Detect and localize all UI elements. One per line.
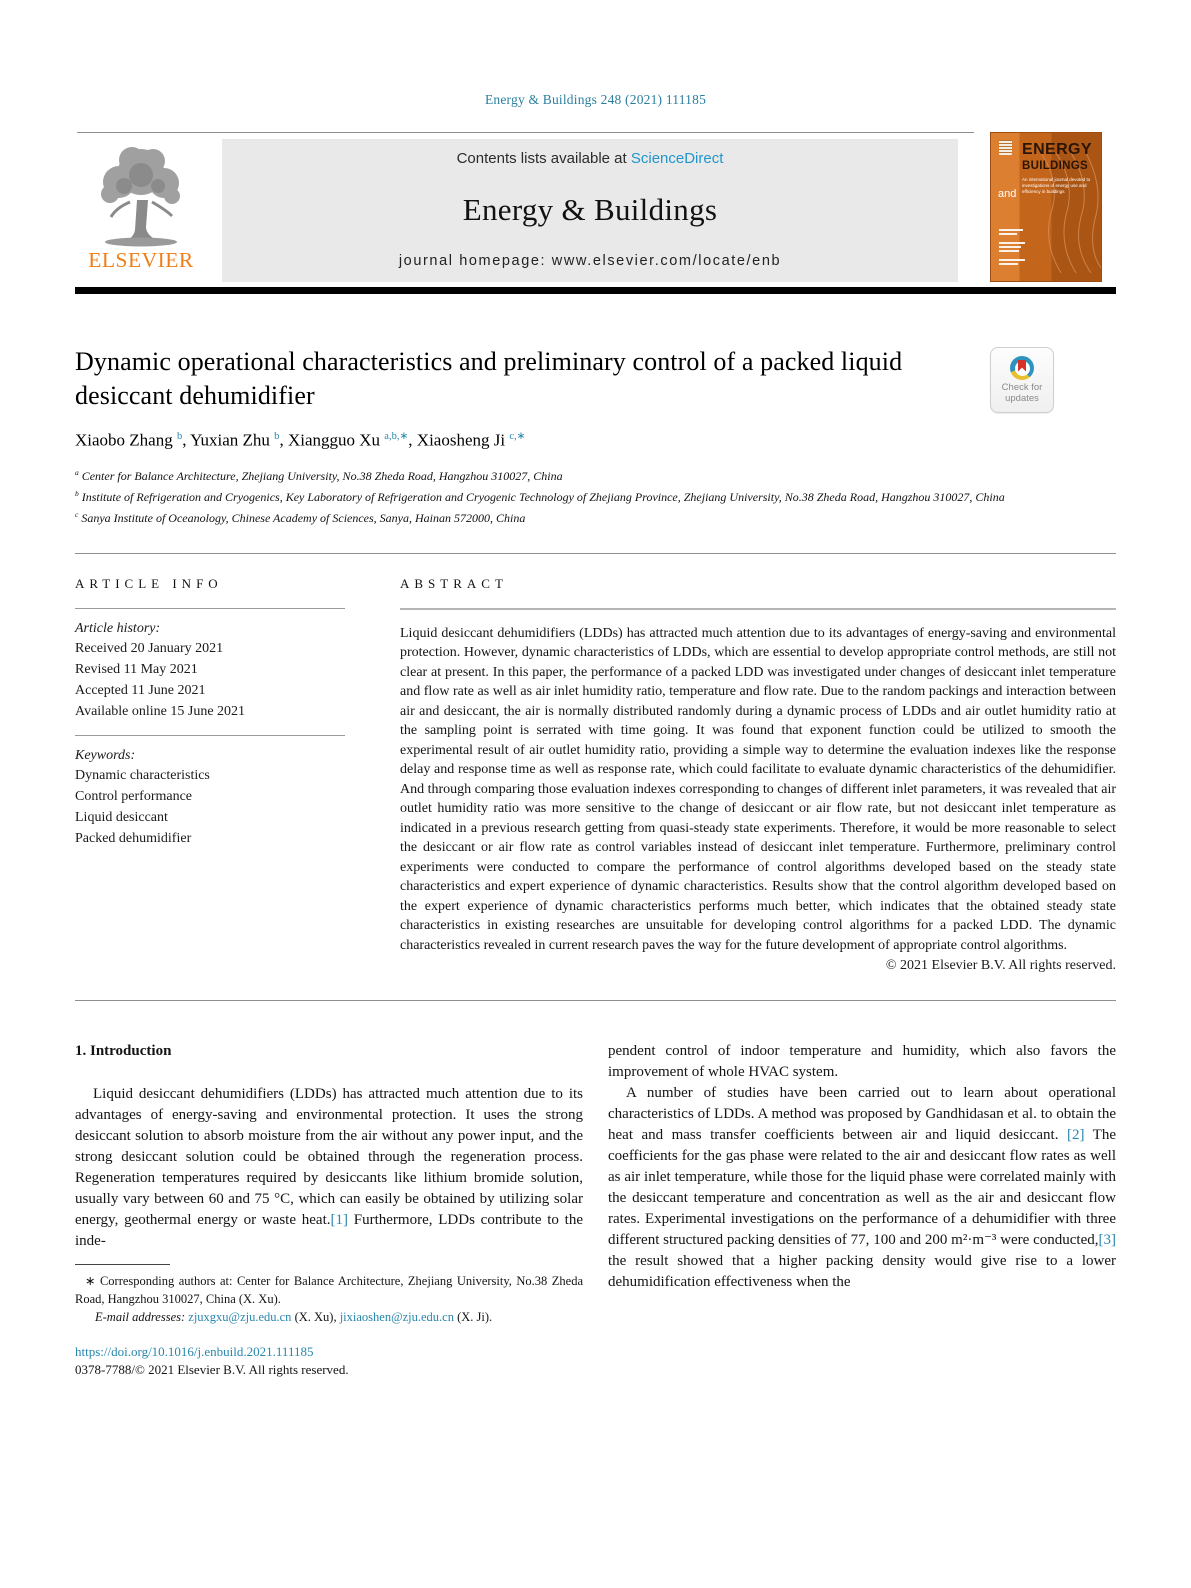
- footnote-block: [75, 1264, 583, 1327]
- affiliation-c: $^c$ Sanya Institute of Oceanology, Chinese Academy of Sciences, Sanya, Hainan 572000, China: [75, 509, 526, 525]
- abstract-column: [400, 576, 1116, 975]
- journal-title: Energy & Buildings: [462, 192, 718, 227]
- crossmark-bookmark-icon: [1018, 360, 1026, 372]
- cover-buildings-label: BUILDINGS: [1022, 160, 1088, 172]
- intro-paragraph-3: A number of studies have been carried out to learn about operational characteristics of LDDs. A method was proposed by Gandhidasan et al. to obtain the heat and mass transfer coefficients between air and liquid desiccant. [2] The coefficients for the gas phase were related to the air and desiccant flow rates as well as air inlet temperature, while those for the liquid phase were correlated mainly with the desiccant temperature and concentration as well as the air and desiccant flow rates. Experimental investigations on the performance of a dehumidifier with three different structured packing densities of 77, 100 and 200 m²·m⁻³ were conducted,[3] the result showed that a higher packing density would give rise to a lower dehumidification effectiveness when the: [608, 1085, 1116, 1291]
- affiliation-a: $^a$ Center for Balance Architecture, Zhejiang University, No.38 Zheda Road, Hangzhou 310027, China: [75, 467, 563, 483]
- elsevier-logo[interactable]: [75, 142, 207, 282]
- cover-editor-text-placeholder: [999, 229, 1029, 267]
- intro-paragraph-2: pendent control of indoor temperature and humidity, which also favors the improvement of whole HVAC system.: [608, 1043, 1116, 1081]
- body-left-column: [75, 1041, 583, 1379]
- keywords-label: Keywords:: [75, 747, 136, 763]
- introduction-heading: 1. Introduction: [75, 1043, 172, 1060]
- article-info-heading: ARTICLE INFO: [75, 575, 223, 591]
- body-right-column: [608, 1041, 1116, 1379]
- keyword-item: Packed dehumidifier: [75, 830, 192, 846]
- cover-publisher-chip-icon: [999, 140, 1012, 155]
- abstract-text: Liquid desiccant dehumidifiers (LDDs) has attracted much attention due to its advantages of energy-saving and environmental protection. However, dynamic characteristics of LDDs, which are essential to develop appropriate control methods, are still not clear at present. In this paper, the performance of a packed LDD was investigated under changes of desiccant inlet temperature and flow rate as well as air inlet humidity ratio, temperature and flow rate. Due to the random packings and interaction between air and desiccant, the air is normally distributed randomly during a dynamic process of LDDs and air outlet humidity ratio at the sampling point is serrated with time going. It was found that exponent function could be utilized to smooth the experimental result of air outlet humidity ratio, providing a simple way to determine the evaluation indexes like the response delay and response time as well as response rate, which could facilitate to evaluate dynamic characteristics of the dehumidifier. And through comparing those evaluation indexes corresponding to changes of different inlet parameters, it was revealed that air outlet humidity ratio was more sensitive to the change of desiccant or air flow rate, but not desiccant inlet temperature as indicated in a previous research getting from quasi-steady state experiments. Therefore, it would be more reasonable to select the desiccant or air flow rate as control variables instead of desiccant inlet temperature. Furthermore, preliminary control experiments were conducted to compare the performance of control algorithms developed based on the steady state characteristics and expert experience of dynamic characteristics. Results show that the control algorithm developed based on the expert experience of dynamic characteristics performs much better, which indicates that the obtained steady state characteristics in existing researches are unsuitable for developing control algorithms for a packed LDD. The dynamic characteristics revealed in current research paves the way for the future development of appropriate control algorithms.: [400, 625, 1116, 953]
- abstract-copyright: © 2021 Elsevier B.V. All rights reserved.: [885, 958, 1116, 974]
- journal-header-box: [222, 139, 958, 282]
- affiliations: [75, 464, 1116, 527]
- abstract-heading: ABSTRACT: [400, 575, 508, 591]
- contents-prefix: Contents lists available at: [456, 150, 631, 167]
- masthead: [75, 132, 1116, 282]
- contents-line: [457, 150, 724, 167]
- affiliation-b: $^b$ Institute of Refrigeration and Cryogenics, Key Laboratory of Refrigeration and Cryogenic Technology of Zhejiang Province, Zhejiang University, No.38 Zheda Road, Hangzhou 310027, China: [75, 488, 1005, 504]
- masthead-top-rule: [77, 132, 974, 133]
- cover-energy-label: ENERGY: [1022, 141, 1092, 158]
- keywords-list: [75, 765, 345, 849]
- footer-block: [75, 1343, 583, 1379]
- elsevier-wordmark: ELSEVIER: [88, 248, 194, 272]
- article-info-column: [75, 576, 345, 975]
- journal-cover-thumbnail[interactable]: [990, 132, 1102, 282]
- article-history-list: [75, 638, 345, 722]
- journal-homepage-link[interactable]: journal homepage: www.elsevier.com/locate/enb: [398, 253, 782, 269]
- corresponding-author-note: ∗ Corresponding authors at: Center for Balance Architecture, Zhejiang University, No.38 Zheda Road, Hangzhou 310027, China (X. Xu).: [75, 1274, 583, 1306]
- keyword-item: Dynamic characteristics: [75, 767, 210, 783]
- keyword-item: Liquid desiccant: [75, 809, 168, 825]
- history-item: Accepted 11 June 2021: [75, 682, 206, 698]
- history-item: Revised 11 May 2021: [75, 661, 198, 677]
- history-item: Received 20 January 2021: [75, 640, 224, 656]
- author-list: Xiaobo Zhang $^b$, Yuxian Zhu $^b$, Xiangguo Xu $^{a,b,∗}$, Xiaosheng Ji $^{c,∗}$: [75, 430, 526, 450]
- footnote-rule: [75, 1264, 170, 1265]
- keyword-item: Control performance: [75, 788, 193, 804]
- article-title: Dynamic operational characteristics and preliminary control of a packed liquid desiccant dehumidifier: [75, 347, 903, 410]
- doi-link[interactable]: https://doi.org/10.1016/j.enbuild.2021.111185: [75, 1343, 314, 1359]
- journal-citation: Energy & Buildings 248 (2021) 111185: [484, 92, 707, 107]
- sciencedirect-link[interactable]: ScienceDirect: [630, 150, 724, 167]
- elsevier-tree-icon: [75, 142, 207, 250]
- abstract-rule: [400, 608, 1116, 610]
- check-updates-label: Check for updates: [1001, 382, 1043, 404]
- crossmark-ring-icon: [1010, 356, 1034, 380]
- article-info-rule: [75, 608, 345, 609]
- email-addresses-note: E-mail addresses: zjuxgxu@zju.edu.cn (X. Xu), jixiaoshen@zju.edu.cn (X. Ji).: [95, 1310, 493, 1325]
- article-history-label: Article history:: [75, 620, 161, 636]
- check-for-updates-badge[interactable]: [990, 347, 1054, 413]
- intro-paragraph-1: Liquid desiccant dehumidifiers (LDDs) has attracted much attention due to its advantages of energy-saving and environmental protection. It uses the strong desiccant solution to absorb moisture from the air without any power input, and the strong desiccant solution could be obtained through the regeneration process. Regeneration temperatures required by desiccants like lithium bromide solution, usually vary between 60 and 75 °C, which can easily be obtained by utilizing solar energy, geothermal energy or waste heat.[1] Furthermore, LDDs contribute to the inde-: [75, 1086, 583, 1250]
- history-item: Available online 15 June 2021: [75, 703, 246, 719]
- cover-and-label: and: [998, 188, 1017, 200]
- header-divider-bar: [75, 287, 1116, 294]
- cover-subtitle: An international journal devoted to investigations of energy use and efficiency in buildings: [1022, 177, 1091, 195]
- issn-copyright-line: 0378-7788/© 2021 Elsevier B.V. All rights reserved.: [75, 1361, 349, 1377]
- keywords-rule: [75, 735, 345, 736]
